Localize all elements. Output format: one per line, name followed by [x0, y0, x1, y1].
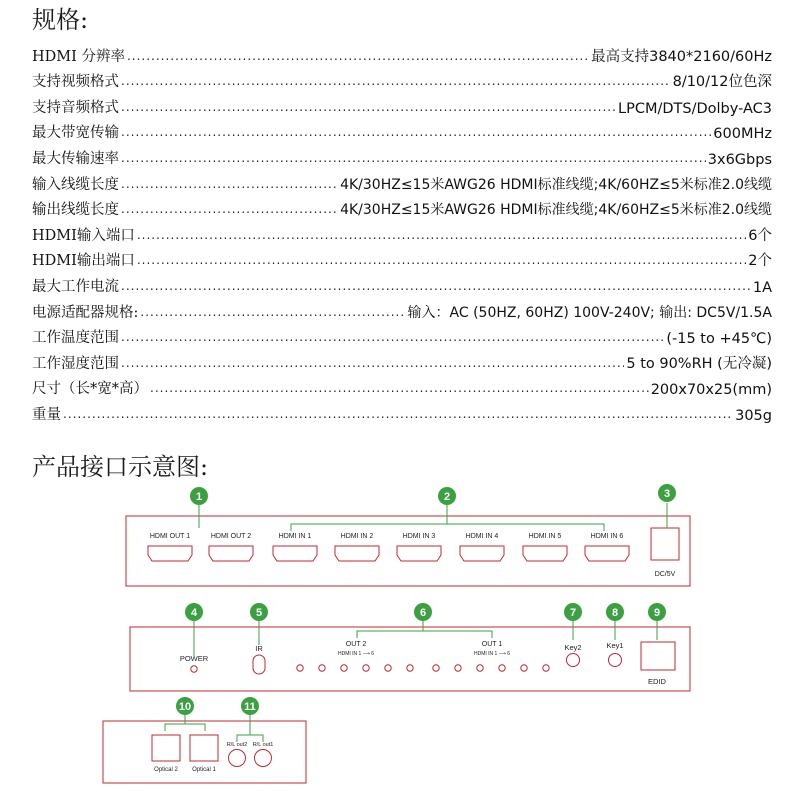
edid-switch	[641, 642, 675, 670]
spec-value: 8/10/12位色深	[672, 74, 772, 91]
callout-number: 5	[255, 607, 263, 619]
interface-title: 产品接口示意图:	[32, 453, 209, 481]
key2-button	[567, 654, 580, 667]
callout-number: 9	[653, 607, 661, 619]
dc-label: DC/5V	[654, 571, 676, 578]
spec-key: 重量	[32, 406, 61, 423]
status-led	[543, 665, 549, 671]
optical1-label: Optical 1	[192, 767, 216, 773]
spec-key: 工作湿度范围	[32, 355, 119, 372]
spec-value: (-15 to +45℃)	[666, 331, 772, 348]
hdmi-port	[523, 546, 567, 561]
hdmi-port-label: HDMI OUT 1	[149, 533, 191, 540]
callout-number: 1	[195, 491, 203, 503]
power-led	[191, 666, 197, 672]
hdmi-port	[148, 546, 192, 561]
spec-key: 电源适配器规格:	[32, 304, 139, 321]
status-led	[499, 665, 505, 671]
hdmi-port	[397, 546, 441, 561]
status-led	[363, 665, 369, 671]
hdmi-port-label: HDMI OUT 2	[210, 533, 252, 540]
status-led	[455, 665, 461, 671]
callout-number: 11	[244, 701, 256, 713]
callout-number: 10	[178, 701, 192, 713]
spec-value: 4K/30HZ≤15米AWG26 HDMI标准线缆;4K/60HZ≤5米标准2.0线缆	[340, 176, 772, 193]
power-label: POWER	[179, 654, 209, 663]
status-led	[477, 665, 483, 671]
rl-out1-jack	[255, 750, 272, 767]
spec-key: 输入线缆长度	[32, 176, 119, 193]
spec-value: 200x70x25(mm)	[650, 382, 772, 399]
spec-key: 最大带宽传输	[32, 125, 119, 142]
status-led	[297, 665, 303, 671]
status-led	[407, 665, 413, 671]
spec-key: HDMI输出端口	[32, 253, 135, 270]
optical2-label: Optical 2	[154, 767, 178, 773]
hdmi-port-label: HDMI IN 5	[528, 533, 562, 540]
dc-power-port	[651, 528, 679, 560]
spec-value: 305g	[735, 407, 772, 424]
callout-number: 8	[611, 607, 619, 619]
spec-title: 规格:	[32, 6, 89, 34]
callout-number: 6	[419, 607, 427, 619]
spec-value: 最高支持3840*2160/60Hz	[591, 48, 772, 65]
callout-number: 4	[190, 607, 198, 619]
out1-range-label: HDMI IN 1 ⟶ 6	[473, 651, 511, 657]
optical2-port	[152, 735, 180, 761]
status-led	[319, 665, 325, 671]
hdmi-port-label: HDMI IN 2	[340, 533, 374, 540]
status-led	[433, 665, 439, 671]
status-led	[521, 665, 527, 671]
back-panel	[126, 516, 690, 586]
rl-out2-label: R/L out2	[226, 742, 248, 748]
front-panel	[130, 627, 690, 691]
callout-number: 2	[443, 491, 451, 503]
rl-out1-label: R/L out1	[252, 742, 274, 748]
spec-key: 工作温度范围	[32, 330, 119, 347]
callout-number: 3	[663, 488, 671, 500]
callout-number: 7	[569, 607, 577, 619]
hdmi-port	[460, 546, 504, 561]
spec-value: 3x6Gbps	[707, 151, 772, 168]
hdmi-port-label: HDMI IN 6	[590, 533, 624, 540]
key1-button	[609, 654, 622, 667]
edid-label: EDID	[648, 677, 666, 686]
ir-receiver	[253, 655, 265, 674]
spec-key: 最大工作电流	[32, 278, 119, 295]
spec-value: 输入：AC (50HZ, 60HZ) 100V-240V; 输出: DC5V/1.5A	[407, 304, 772, 321]
hdmi-port	[209, 546, 253, 561]
spec-key: HDMI输入端口	[32, 227, 135, 244]
spec-value: 6个	[748, 227, 772, 244]
hdmi-port	[273, 546, 317, 561]
rl-out2-jack	[229, 750, 246, 767]
out2-range-label: HDMI IN 1 ⟶ 6	[337, 651, 375, 657]
out1-label: OUT 1	[481, 641, 503, 648]
spec-key: 支持音频格式	[32, 99, 119, 116]
hdmi-port	[585, 546, 629, 561]
ir-label: IR	[255, 644, 263, 653]
hdmi-port-label: HDMI IN 4	[465, 533, 499, 540]
hdmi-port-label: HDMI IN 3	[402, 533, 436, 540]
out2-label: OUT 2	[345, 641, 367, 648]
key1-label: Key1	[606, 641, 624, 650]
status-led	[341, 665, 347, 671]
spec-value: 1A	[752, 279, 772, 296]
spec-value: 5 to 90%RH (无冷凝)	[626, 355, 772, 372]
hdmi-port-label: HDMI IN 1	[278, 533, 312, 540]
key2-label: Key2	[564, 643, 582, 652]
spec-value: LPCM/DTS/Dolby-AC3	[618, 100, 772, 117]
optical1-port	[190, 735, 218, 761]
spec-key: 最大传输速率	[32, 150, 119, 167]
spec-value: 2个	[748, 253, 772, 270]
spec-key: 支持视频格式	[32, 74, 119, 91]
spec-value: 600MHz	[713, 126, 772, 143]
hdmi-port	[335, 546, 379, 561]
spec-key: 输出线缆长度	[32, 202, 119, 219]
spec-value: 4K/30HZ≤15米AWG26 HDMI标准线缆;4K/60HZ≤5米标准2.0线缆	[340, 202, 772, 219]
spec-key: HDMI 分辨率	[32, 48, 125, 65]
spec-key: 尺寸（长*宽*高）	[32, 381, 148, 398]
status-led	[385, 665, 391, 671]
